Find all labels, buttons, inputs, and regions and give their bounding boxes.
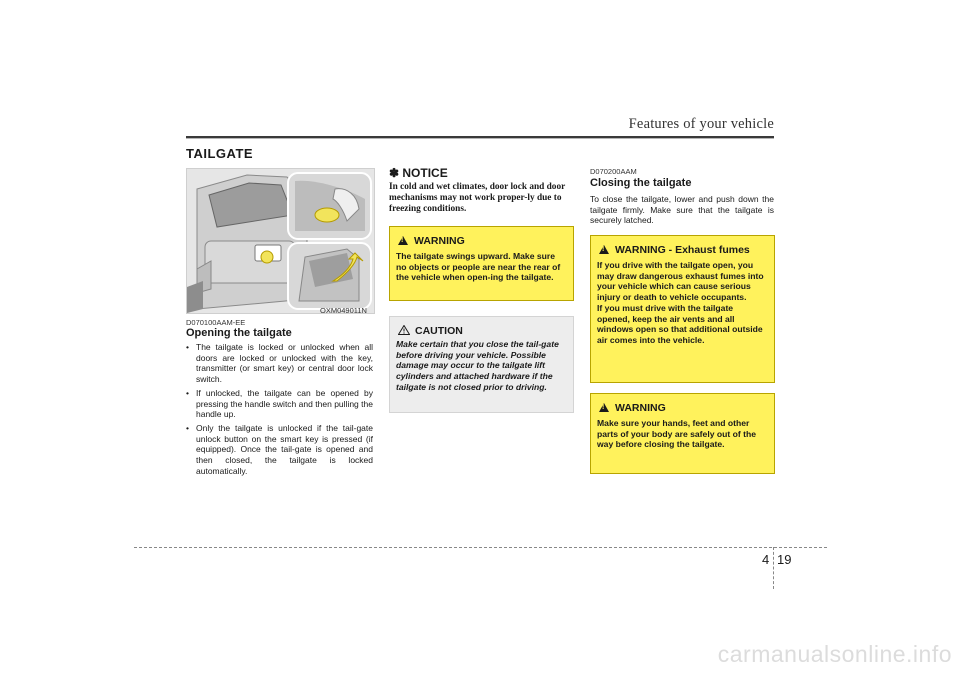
header-title: Features of your vehicle (628, 116, 774, 132)
warning-icon (398, 236, 408, 245)
list-item: • Only the tailgate is unlocked if the tail-gate unlock button on the smart key is pressed (if equipped). Once the tail-gate is opened and then closed, the tailgate is locked automatically. (186, 423, 373, 477)
warning-body: Make sure your hands, feet and other parts of your body are safely out of the way before closing the tailgate. (597, 418, 757, 450)
figure-caption: OXM049011N (320, 306, 367, 315)
footer-divider (773, 547, 774, 589)
caution-icon (398, 325, 410, 335)
warning-title: WARNING (414, 235, 465, 247)
opening-bullet-list (186, 342, 373, 479)
footer-rule (134, 547, 827, 548)
warning-body-2: If you must drive with the tailgate opened, keep the air vents and all windows open so that additional outside air comes into the vehicle. (597, 302, 763, 345)
caution-title: CAUTION (415, 325, 463, 337)
watermark: carmanualsonline.info (717, 641, 952, 667)
closing-heading: Closing the tailgate (590, 177, 692, 189)
car-rear-drawing (187, 169, 374, 313)
opening-heading: Opening the tailgate (186, 327, 292, 339)
tailgate-illustration (186, 168, 375, 314)
closing-code: D070200AAM (590, 167, 637, 176)
warning-body: The tailgate swings upward. Make sure no objects or people are near the rear of the vehicle when open-ing the tailgate. (396, 251, 561, 283)
warning-title: WARNING - Exhaust fumes (615, 244, 750, 256)
warning-box-swing (389, 226, 574, 301)
list-item: • If unlocked, the tailgate can be opened by pressing the handle switch and then pulling the handle up. (186, 388, 373, 420)
caution-body: Make certain that you close the tail-gate before driving your vehicle. Possible damage may occur to the tailgate lift cylinders and attached hardware if the tailgate is not closed prior to driving. (396, 339, 559, 392)
section-title: TAILGATE (186, 146, 254, 161)
page-number: 19 (777, 552, 792, 567)
warning-icon (599, 245, 609, 254)
header-rule-light (186, 138, 774, 139)
warning-title: WARNING (615, 402, 666, 414)
warning-icon (599, 403, 609, 412)
caution-box (389, 316, 574, 413)
closing-body: To close the tailgate, lower and push down the tailgate firmly. Make sure that the tailgate is securely latched. (590, 194, 774, 226)
warning-body-1: If you drive with the tailgate open, you may draw dangerous exhaust fumes into your vehicle which can cause serious injury or death to vehicle occupants. (597, 260, 764, 303)
list-item: • The tailgate is locked or unlocked when all doors are locked or unlocked with the key, transmitter (or smart key) or central door lock switch. (186, 342, 373, 385)
opening-code: D070100AAM-EE (186, 318, 246, 327)
chapter-number: 4 (762, 552, 770, 567)
notice-body: In cold and wet climates, door lock and door mechanisms may not work proper-ly due to freezing conditions. (389, 182, 566, 214)
warning-box-exhaust (590, 235, 775, 383)
warning-box-hands (590, 393, 775, 474)
notice-heading: ✽ NOTICE (389, 166, 448, 180)
